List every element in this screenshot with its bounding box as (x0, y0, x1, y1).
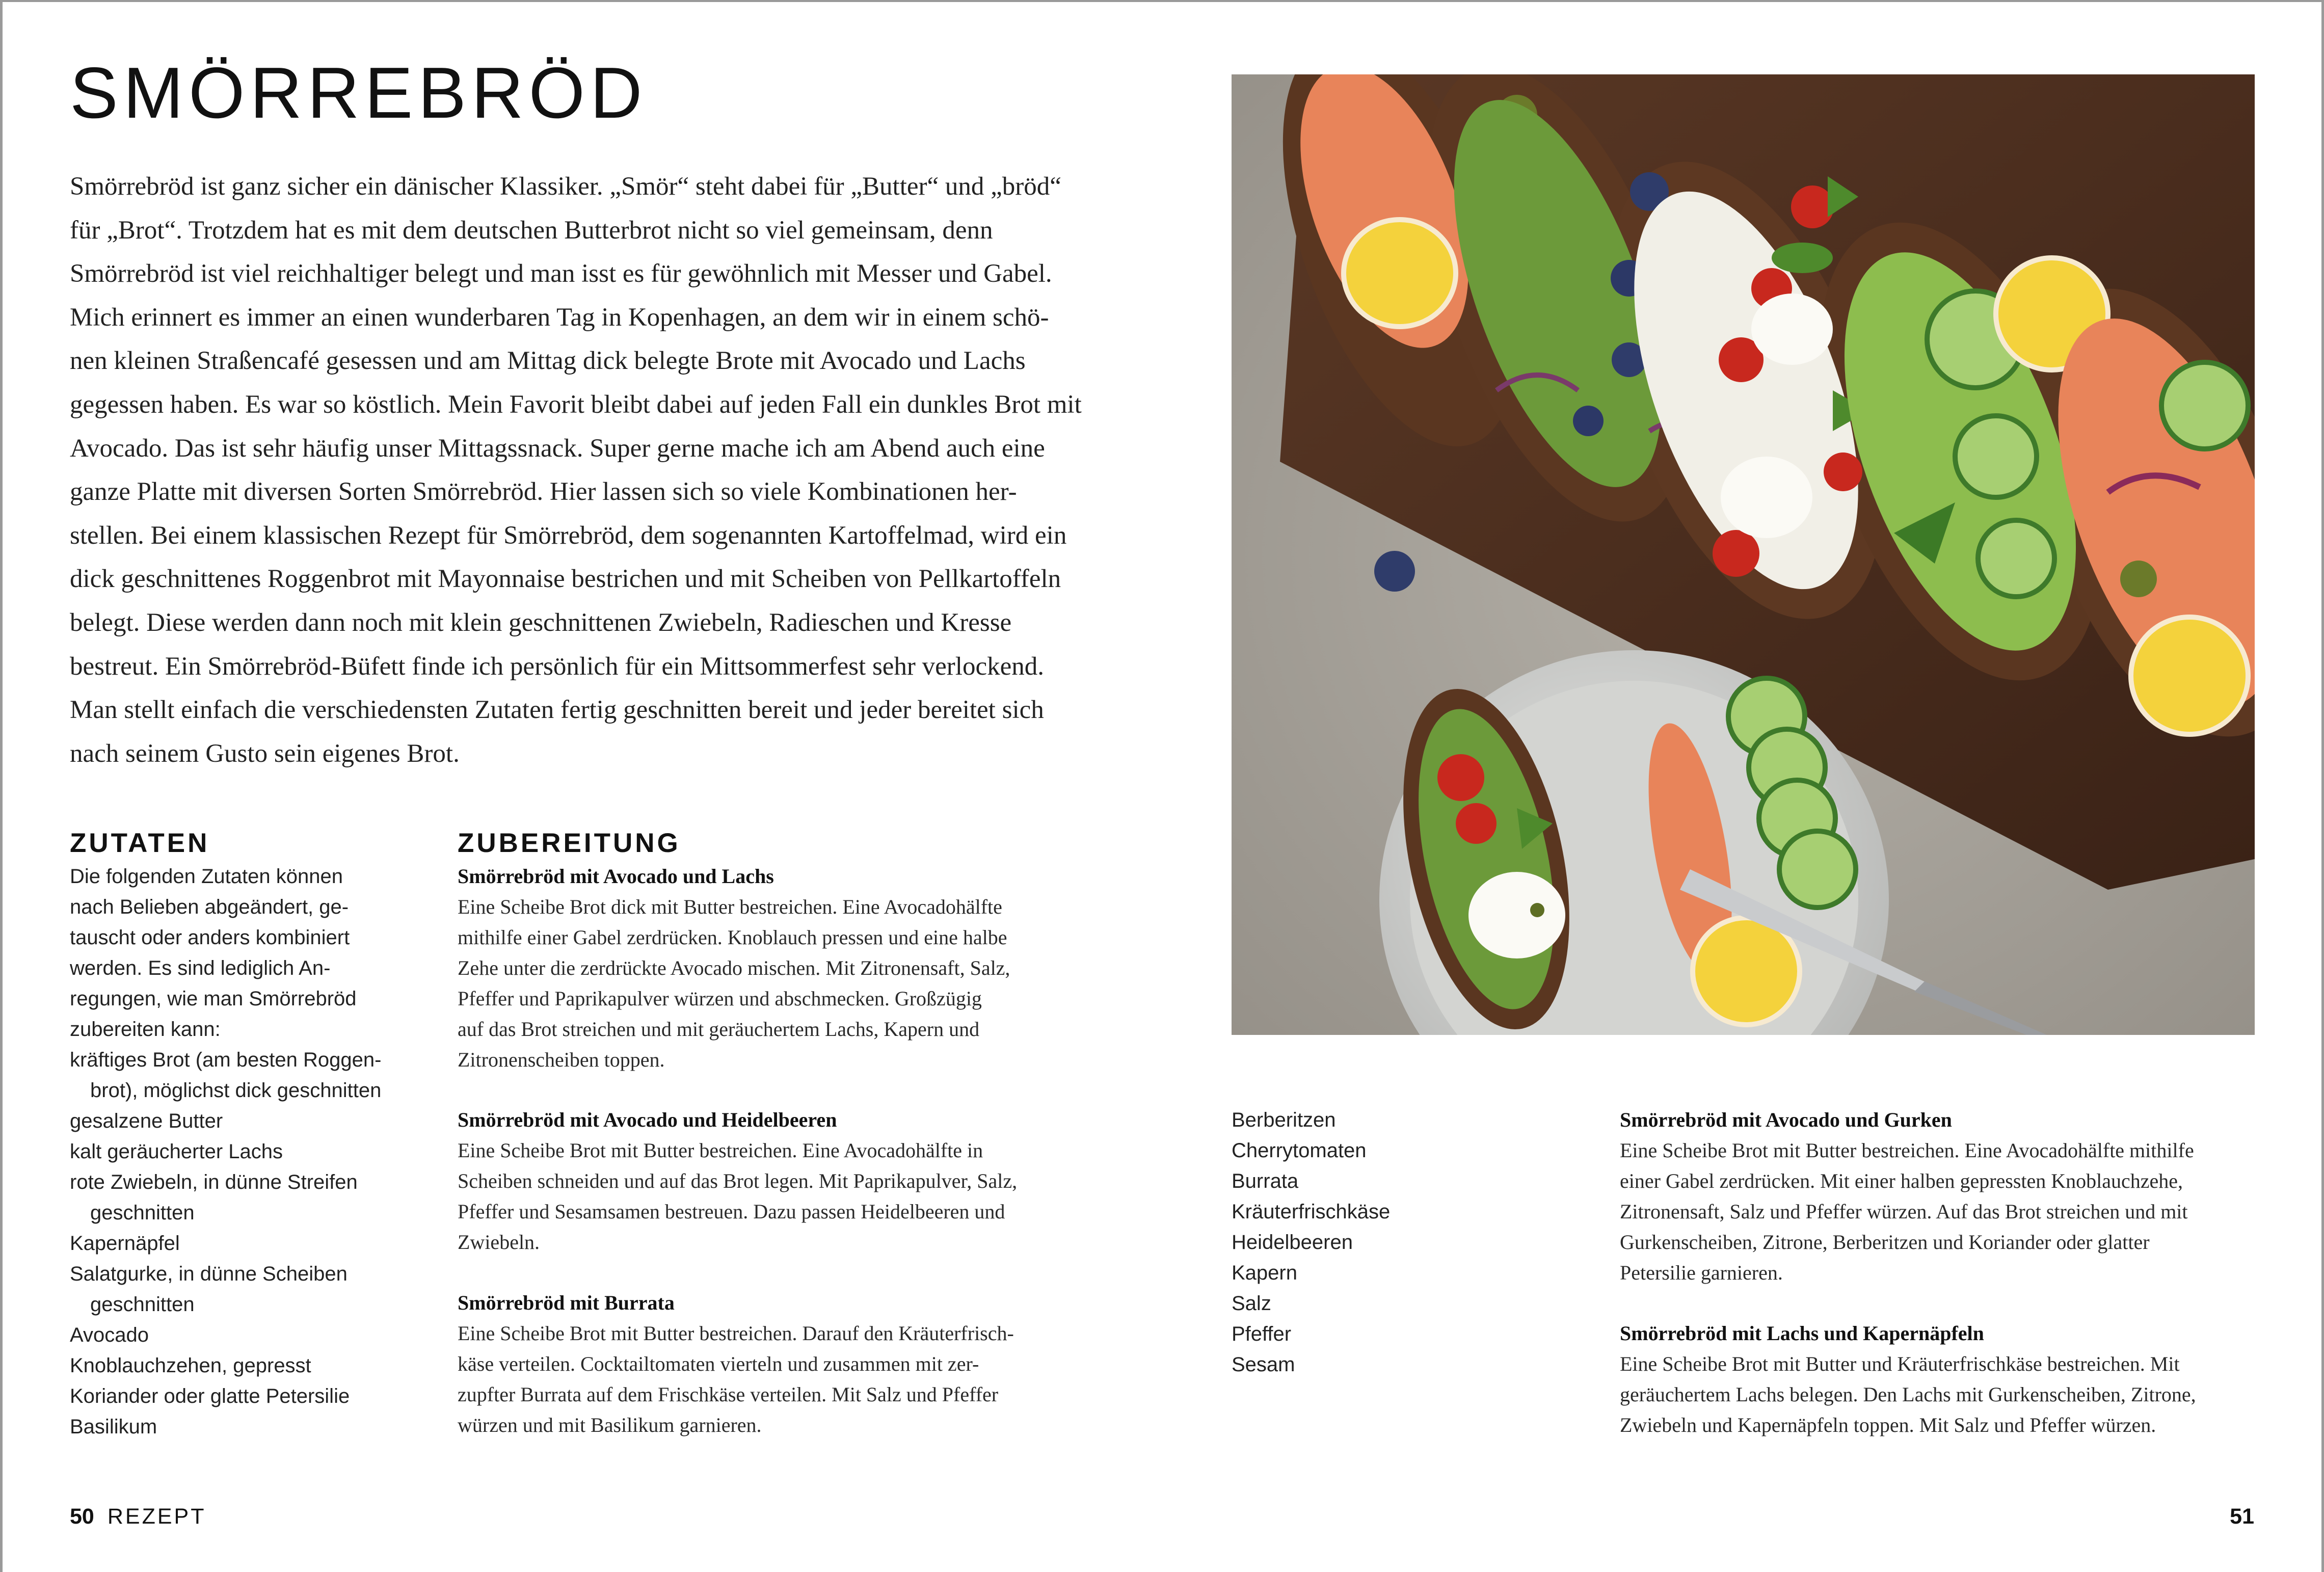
page-top-edge (0, 0, 2324, 2)
recipe-line: Zwiebeln und Kapernäpfeln toppen. Mit Salz und Pfeffer würzen. (1620, 1414, 2156, 1436)
zutaten-item: Heidelbeeren (1232, 1231, 1353, 1254)
zutaten-item: Kräuterfrischkäse (1232, 1201, 1391, 1223)
intro-line: Mich erinnert es immer an einen wunderbaren Tag in Kopenhagen, an dem wir in einem schö- (70, 303, 1049, 332)
recipe-line: Pfeffer und Sesamsamen bestreuen. Dazu passen Heidelbeeren und (458, 1200, 1005, 1223)
recipe-title: Smörrebröd mit Avocado und Heidelbeeren (458, 1108, 837, 1131)
zutaten-line: nach Belieben abgeändert, ge- (70, 896, 349, 918)
zutaten-more-list (1232, 1105, 1390, 1380)
recipe-line: Eine Scheibe Brot dick mit Butter bestreichen. Eine Avocadohälfte (458, 895, 1002, 918)
recipe-line: Zitronenscheiben toppen. (458, 1048, 665, 1071)
zutaten-item: Salz (1232, 1292, 1271, 1315)
page-right-edge (2321, 0, 2324, 1572)
zutaten-line: Knoblauchzehen, gepresst (70, 1354, 311, 1377)
recipe-line: Scheiben schneiden und auf das Brot legen. Mit Paprikapulver, Salz, (458, 1169, 1018, 1192)
recipe-line: mithilfe einer Gabel zerdrücken. Knoblauch pressen und eine halbe (458, 926, 1007, 949)
recipe-line: Pfeffer und Paprikapulver würzen und abschmecken. Großzügig (458, 987, 982, 1010)
recipe-line: Zitronensaft, Salz und Pfeffer würzen. Auf das Brot streichen und mit (1620, 1200, 2188, 1223)
recipe-avocado-lachs (458, 861, 1010, 1075)
intro-line: Smörrebröd ist ganz sicher ein dänischer Klassiker. „Smör“ steht dabei für „Butter“ und „bröd“ (70, 172, 1061, 201)
intro-line: dick geschnittenes Roggenbrot mit Mayonnaise bestrichen und mit Scheiben von Pellkartoffeln (70, 565, 1061, 594)
food-photo-illustration (1232, 74, 2255, 1035)
zutaten-line: regungen, wie man Smörrebröd (70, 988, 357, 1010)
recipe-line: würzen und mit Basilikum garnieren. (458, 1414, 762, 1436)
recipe-line: Eine Scheibe Brot mit Butter und Kräuterfrischkäse bestreichen. Mit (1620, 1352, 2180, 1375)
recipe-line: Petersilie garnieren. (1620, 1261, 1783, 1284)
zutaten-line: gesalzene Butter (70, 1110, 223, 1132)
recipe-line: einer Gabel zerdrücken. Mit einer halben gepressten Knoblauchzehe, (1620, 1169, 2183, 1192)
recipe-lachs-kapernaepfel (1620, 1318, 2196, 1441)
recipe-line: Eine Scheibe Brot mit Butter bestreichen. Darauf den Kräuterfrisch- (458, 1322, 1014, 1345)
zutaten-list (70, 861, 381, 1442)
zutaten-line: rote Zwiebeln, in dünne Streifen (70, 1171, 358, 1193)
blueberry (1374, 551, 1415, 592)
recipe-line: zupfter Burrata auf dem Frischkäse verteilen. Mit Salz und Pfeffer (458, 1383, 999, 1406)
intro-line: Man stellt einfach die verschiedensten Zutaten fertig geschnitten bereit und jeder bereitet sich (70, 696, 1044, 725)
zutaten-line: kräftiges Brot (am besten Roggen- (70, 1049, 382, 1071)
intro-line: stellen. Bei einem klassischen Rezept für Smörrebröd, dem sogenannten Kartoffelmad, wird ein (70, 521, 1067, 550)
zutaten-line: Basilikum (70, 1416, 157, 1438)
intro-line: Smörrebröd ist viel reichhaltiger belegt und man isst es für gewöhnlich mit Messer und Gabel. (70, 259, 1052, 288)
recipe-line: Zwiebeln. (458, 1231, 540, 1254)
zutaten-item: Kapern (1232, 1262, 1297, 1284)
recipe-line: Eine Scheibe Brot mit Butter bestreichen. Eine Avocadohälfte in (458, 1139, 983, 1162)
zutaten-line: Die folgenden Zutaten können (70, 865, 343, 888)
recipe-avocado-gurken (1620, 1105, 2194, 1288)
zutaten-line: kalt geräucherter Lachs (70, 1140, 283, 1163)
intro-line: ganze Platte mit diversen Sorten Smörrebröd. Hier lassen sich so viele Kombinationen her- (70, 477, 1017, 507)
intro-line: belegt. Diese werden dann noch mit klein geschnittenen Zwiebeln, Radieschen und Kresse (70, 608, 1012, 637)
page-left-edge (0, 0, 3, 1572)
page-title: SMÖRREBRÖD (70, 52, 648, 134)
recipe-line: Gurkenscheiben, Zitrone, Berberitzen und Koriander oder glatter (1620, 1231, 2150, 1254)
zutaten-item: Cherrytomaten (1232, 1139, 1367, 1162)
food-photo (1232, 74, 2255, 1035)
zutaten-line: brot), möglichst dick geschnitten (90, 1079, 382, 1102)
intro-line: Avocado. Das ist sehr häufig unser Mittagssnack. Super gerne mache ich am Abend auch eine (70, 434, 1045, 463)
zutaten-line: werden. Es sind lediglich An- (70, 957, 331, 979)
zutaten-line: geschnitten (90, 1293, 195, 1316)
zutaten-line: geschnitten (90, 1202, 195, 1224)
intro-line: bestreut. Ein Smörrebröd-Büfett finde ich persönlich für ein Mittsommerfest sehr verlockend. (70, 652, 1044, 681)
zutaten-item: Pfeffer (1232, 1323, 1292, 1345)
zutaten-line: Avocado (70, 1324, 149, 1346)
zutaten-line: Kapernäpfel (70, 1232, 180, 1255)
section-label: REZEPT (107, 1504, 206, 1529)
recipe-title: Smörrebröd mit Avocado und Gurken (1620, 1108, 1952, 1131)
recipe-avocado-heidelbeeren (458, 1105, 1017, 1258)
zutaten-item: Berberitzen (1232, 1109, 1336, 1131)
intro-line: gegessen haben. Es war so köstlich. Mein Favorit bleibt dabei auf jeden Fall ein dunkles Brot mit (70, 390, 1082, 419)
zubereitung-heading: ZUBEREITUNG (458, 828, 681, 858)
zutaten-line: Koriander oder glatte Petersilie (70, 1385, 350, 1407)
recipe-title: Smörrebröd mit Burrata (458, 1291, 675, 1314)
footer-left (70, 1506, 206, 1531)
recipe-title: Smörrebröd mit Lachs und Kapernäpfeln (1620, 1322, 1984, 1345)
intro-text (70, 165, 1089, 776)
zutaten-item: Sesam (1232, 1353, 1295, 1376)
intro-line: für „Brot“. Trotzdem hat es mit dem deutschen Butterbrot nicht so viel gemeinsam, denn (70, 216, 993, 245)
zutaten-heading: ZUTATEN (70, 828, 210, 858)
recipe-line: käse verteilen. Cocktailtomaten vierteln und zusammen mit zer- (458, 1352, 979, 1375)
recipe-title: Smörrebröd mit Avocado und Lachs (458, 865, 774, 888)
recipe-line: Eine Scheibe Brot mit Butter bestreichen. Eine Avocadohälfte mithilfe (1620, 1139, 2194, 1162)
recipe-burrata (458, 1288, 1014, 1441)
zutaten-line: Salatgurke, in dünne Scheiben (70, 1263, 348, 1285)
recipe-line: geräuchertem Lachs belegen. Den Lachs mit Gurkenscheiben, Zitrone, (1620, 1383, 2196, 1406)
intro-line: nen kleinen Straßencafé gesessen und am Mittag dick belegte Brote mit Avocado und Lachs (70, 347, 1026, 376)
zutaten-line: zubereiten kann: (70, 1018, 221, 1041)
recipe-line: auf das Brot streichen und mit geräuchertem Lachs, Kapern und (458, 1018, 980, 1041)
zutaten-item: Burrata (1232, 1170, 1299, 1192)
zutaten-line: tauscht oder anders kombiniert (70, 926, 350, 949)
recipe-line: Zehe unter die zerdrückte Avocado mischen. Mit Zitronensaft, Salz, (458, 956, 1010, 979)
intro-line: nach seinem Gusto sein eigenes Brot. (70, 739, 460, 768)
page-number-right: 51 (2230, 1504, 2254, 1529)
page-number-left: 50 (70, 1504, 94, 1529)
